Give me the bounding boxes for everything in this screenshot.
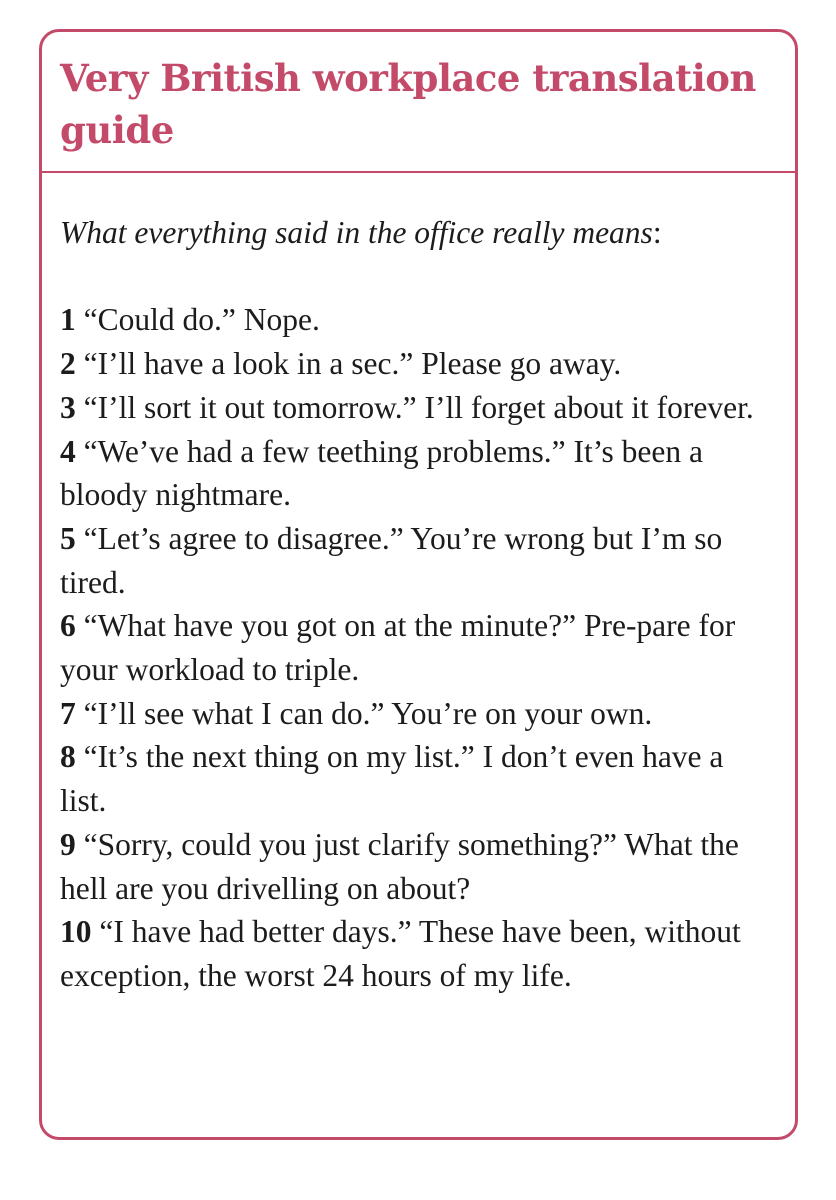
list-item [60, 910, 777, 997]
card-body [42, 173, 795, 998]
item-meaning: You’re on your own. [391, 695, 653, 731]
item-number: 6 [60, 608, 76, 644]
item-phrase: “I’ll see what I can do.” [83, 695, 385, 731]
item-meaning: You’re wrong but I’m so tired. [60, 520, 723, 600]
item-phrase: “We’ve had a few teething problems.” [83, 433, 566, 469]
item-meaning: These have been, without exception, the worst 24 hours of my life. [60, 914, 741, 993]
item-number: 7 [60, 695, 76, 731]
item-number: 10 [60, 914, 92, 950]
item-number: 5 [60, 520, 76, 556]
list-item [60, 430, 777, 517]
item-meaning: It’s been a bloody nightmare. [60, 433, 703, 513]
item-number: 8 [60, 739, 76, 775]
item-number: 2 [60, 346, 76, 382]
intro-text: What everything said in the office really means [60, 215, 653, 250]
list-item [60, 604, 777, 691]
item-phrase: “Sorry, could you just clarify something?” [83, 826, 617, 862]
item-phrase: “Let’s agree to disagree.” [83, 520, 404, 556]
item-meaning: Nope. [243, 302, 320, 338]
card-title: Very British workplace translation guide [60, 56, 756, 152]
item-phrase: “I have had better days.” [99, 914, 412, 950]
translation-guide-card [39, 29, 798, 1140]
item-phrase: “I’ll sort it out tomorrow.” [83, 389, 417, 425]
item-meaning: Pre-pare for your workload to triple. [60, 608, 736, 688]
list-item [60, 298, 777, 342]
list-item [60, 386, 777, 430]
list-item [60, 342, 777, 386]
item-number: 1 [60, 302, 76, 338]
list-item [60, 517, 777, 604]
item-meaning: What the hell are you drivelling on about? [60, 826, 739, 906]
spacer [60, 255, 777, 299]
item-phrase: “I’ll have a look in a sec.” [83, 346, 414, 382]
list-item [60, 823, 777, 910]
list-item [60, 692, 777, 736]
item-meaning: I’ll forget about it forever. [424, 389, 754, 425]
item-number: 4 [60, 433, 76, 469]
list-item [60, 735, 777, 822]
item-number: 3 [60, 389, 76, 425]
intro-line [60, 211, 777, 255]
item-meaning: Please go away. [421, 346, 622, 382]
item-meaning: I don’t even have a list. [60, 739, 724, 819]
intro-colon: : [652, 215, 662, 250]
item-number: 9 [60, 826, 76, 862]
item-phrase: “Could do.” [83, 302, 236, 338]
item-phrase: “It’s the next thing on my list.” [83, 739, 475, 775]
card-header [42, 32, 795, 173]
phrase-list [60, 298, 777, 997]
item-phrase: “What have you got on at the minute?” [83, 608, 577, 644]
